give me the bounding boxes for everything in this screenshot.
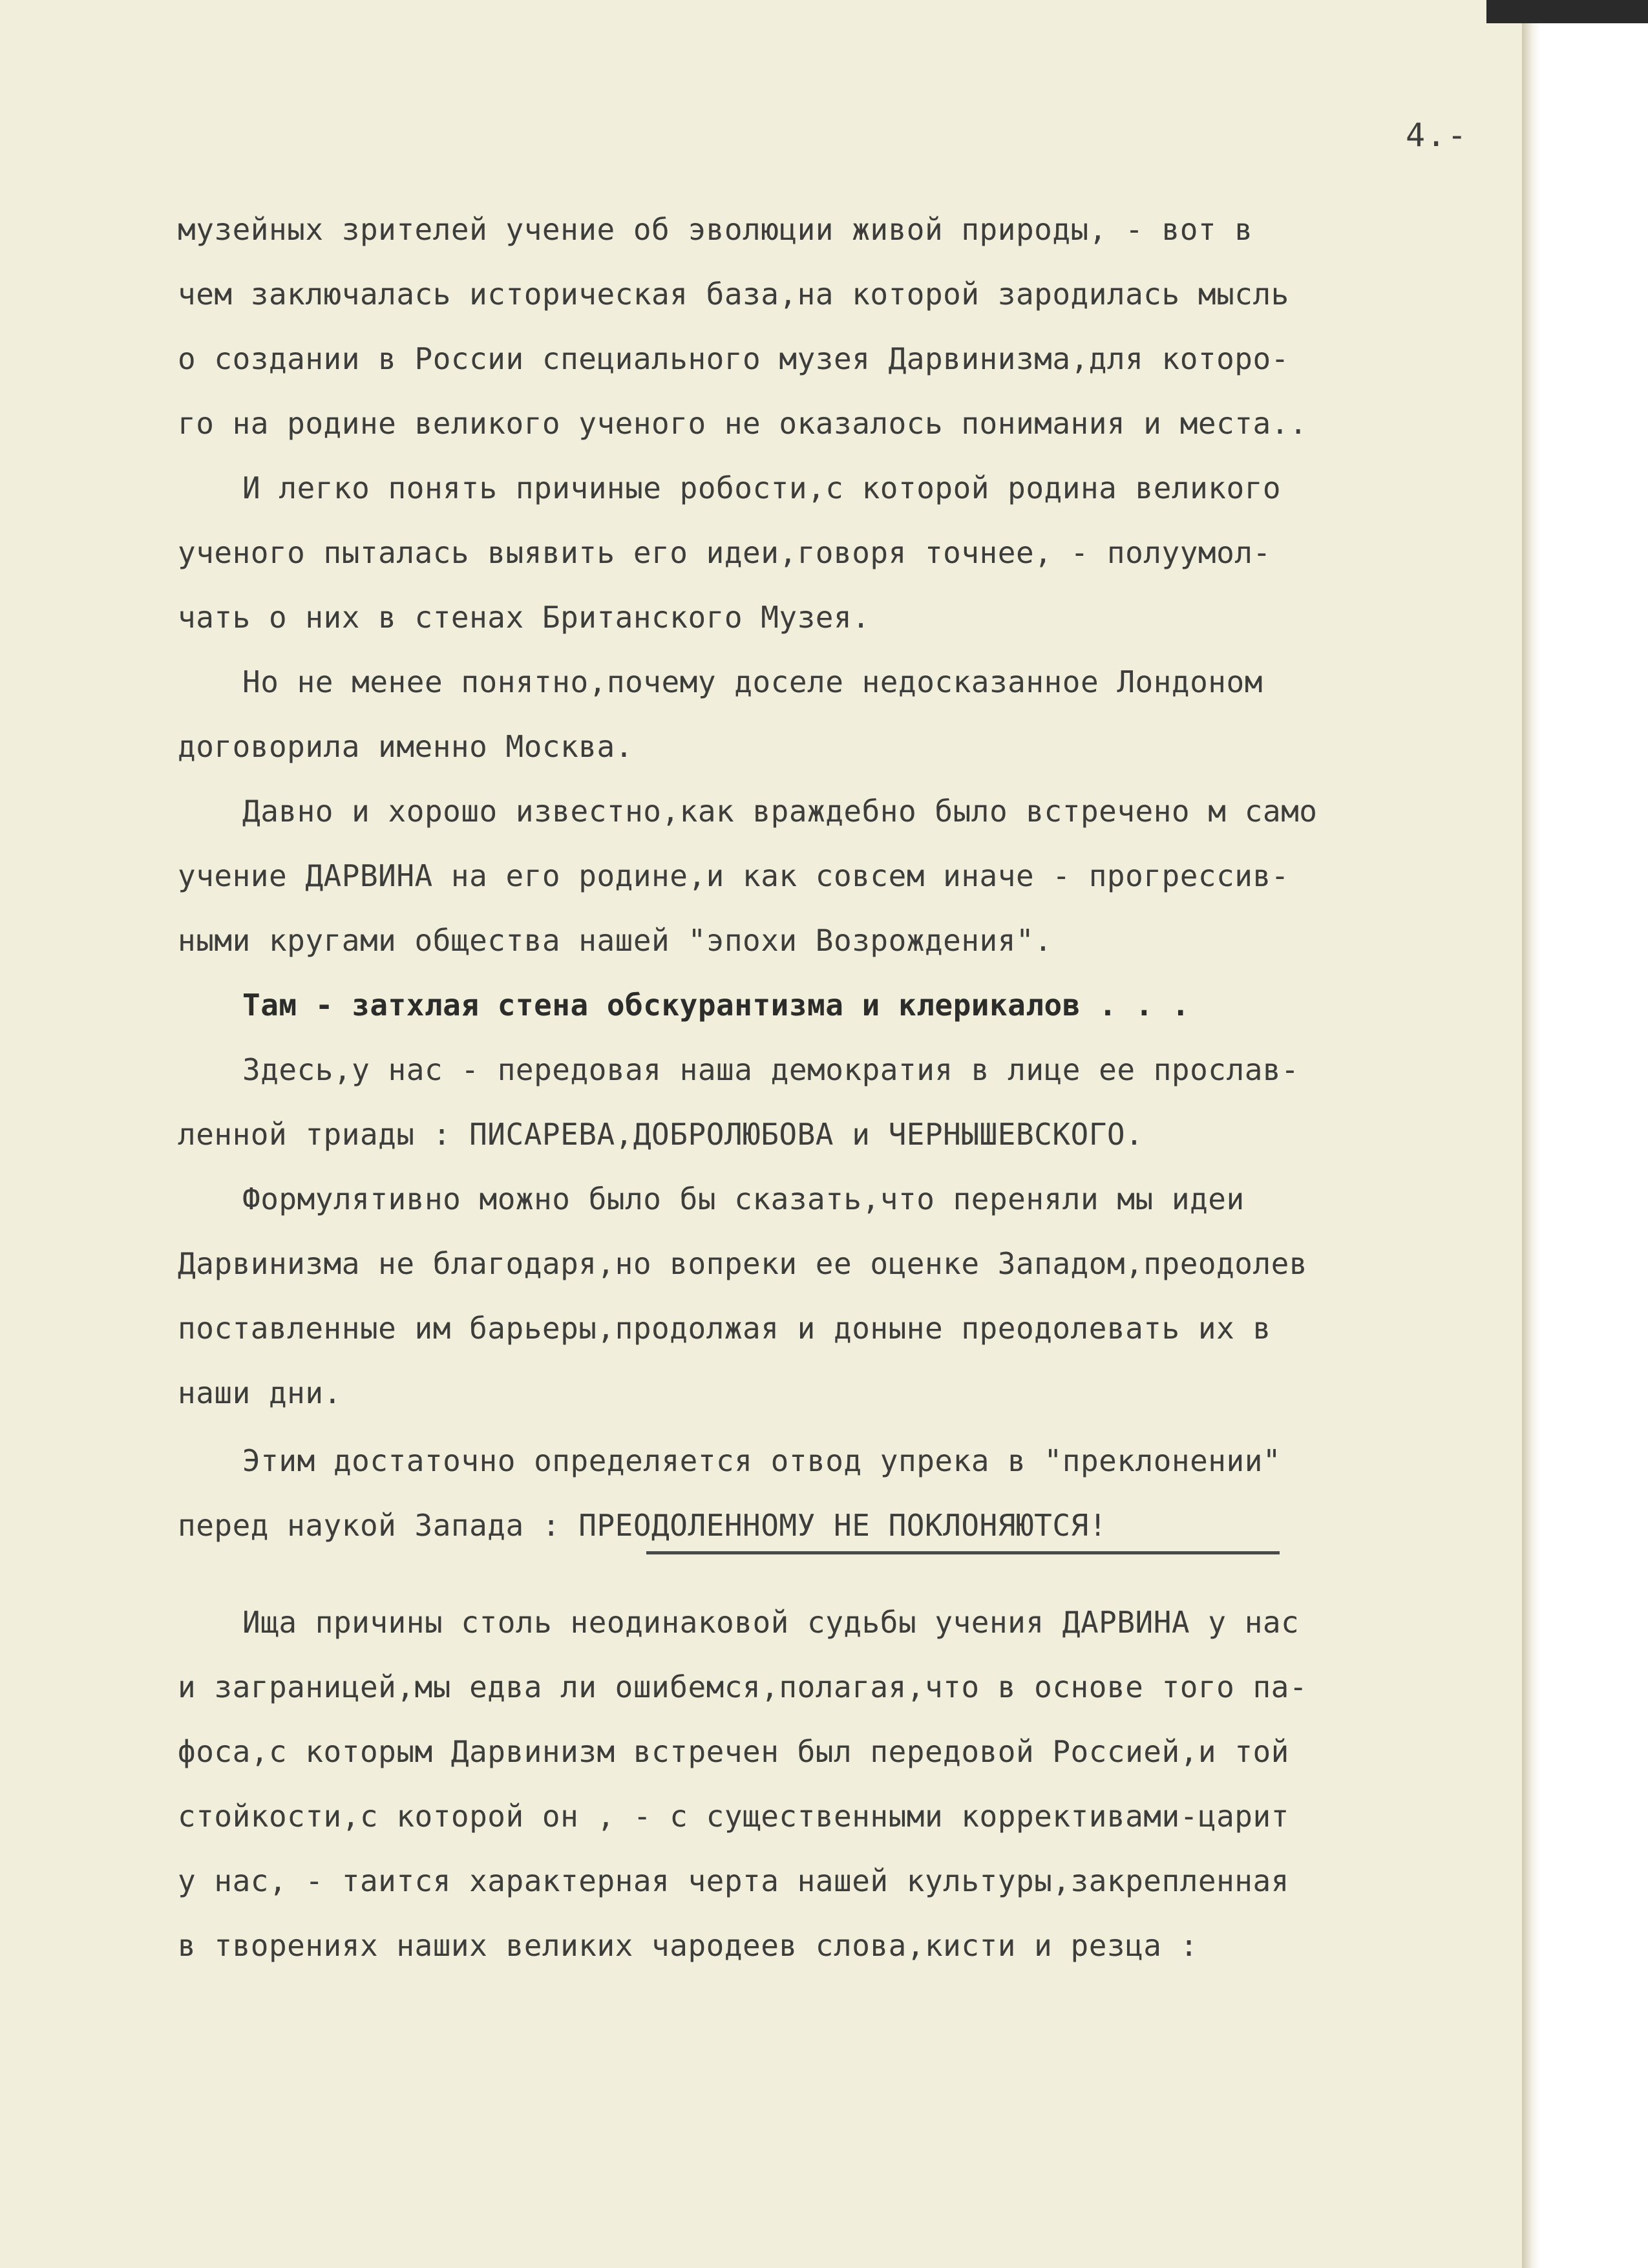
text-line: Здесь,у нас - передовая наша демократия в лице ее прослав- xyxy=(242,1052,1300,1087)
text-line: Ища причины столь неодинаковой судьбы учения ДАРВИНА у нас xyxy=(242,1605,1300,1640)
text-line: и заграницей,мы едва ли ошибемся,полагая,что в основе того па- xyxy=(178,1669,1308,1704)
text-line: в творениях наших великих чародеев слова,кисти и резца : xyxy=(178,1928,1198,1963)
text-line: учение ДАРВИНА на его родине,и как совсем иначе - прогрессив- xyxy=(178,858,1289,893)
page-number: 4.- xyxy=(1406,116,1468,154)
page-edge xyxy=(1522,0,1540,2268)
text-line: Но не менее понятно,почему доселе недосказанное Лондоном xyxy=(242,664,1263,699)
text-line: Формулятивно можно было бы сказать,что переняли мы идеи xyxy=(242,1182,1245,1216)
text-line: договорила именно Москва. xyxy=(178,729,633,764)
text-line: фоса,с которым Дарвинизм встречен был передовой Россией,и той xyxy=(178,1734,1289,1769)
text-line: у нас, - таится характерная черта нашей культуры,закрепленная xyxy=(178,1863,1289,1898)
text-line: музейных зрителей учение об эволюции живой природы, - вот в xyxy=(178,212,1253,247)
text-line: Давно и хорошо известно,как враждебно было встречено м само xyxy=(242,794,1318,829)
text-line: Дарвинизма не благодаря,но вопреки ее оценке Западом,преодолев xyxy=(178,1246,1308,1281)
text-line: стойкости,с которой он , - с существенными коррективами-царит xyxy=(178,1799,1289,1834)
text-line: наши дни. xyxy=(178,1375,342,1410)
emphasis-underline xyxy=(646,1551,1280,1558)
text-line: ными кругами общества нашей "эпохи Возрождения". xyxy=(178,923,1053,958)
scanner-corner xyxy=(1486,0,1648,23)
text-line: о создании в России специального музея Дарвинизма,для которо- xyxy=(178,341,1289,376)
text-line: перед наукой Запада : ПРЕОДОЛЕННОМУ НЕ ПОКЛОНЯЮТСЯ! xyxy=(178,1508,1107,1543)
text-line: Там - затхлая стена обскурантизма и клерикалов . . . xyxy=(242,988,1190,1023)
text-line: И легко понять причиные робости,с которой родина великого xyxy=(242,471,1282,505)
text-line: чем заключалась историческая база,на которой зародилась мысль xyxy=(178,277,1289,312)
text-line: поставленные им барьеры,продолжая и доныне преодолевать их в xyxy=(178,1311,1271,1346)
text-line: чать о них в стенах Британского Музея. xyxy=(178,600,871,635)
text-line: ученого пыталась выявить его идеи,говоря точнее, - полуумол- xyxy=(178,535,1271,570)
text-line: Этим достаточно определяется отвод упрека в "преклонении" xyxy=(242,1443,1282,1478)
text-line: ленной триады : ПИСАРЕВА,ДОБРОЛЮБОВА и ЧЕРНЫШЕВСКОГО. xyxy=(178,1117,1144,1152)
text-line: го на родине великого ученого не оказалось понимания и места.. xyxy=(178,406,1308,441)
